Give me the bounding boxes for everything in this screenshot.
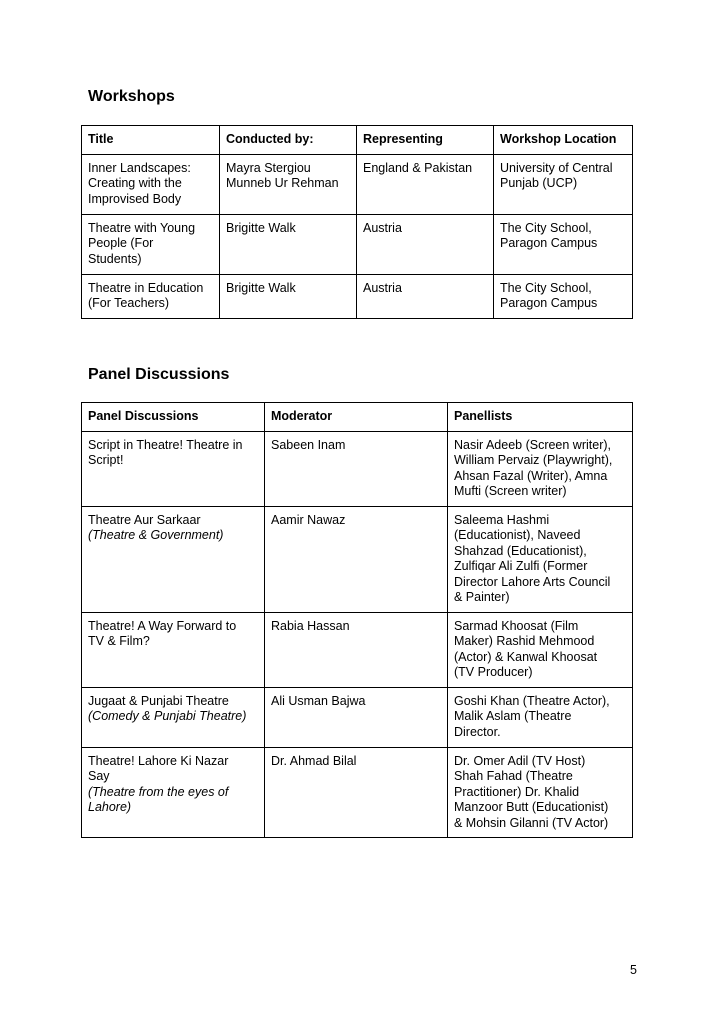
cell-line: Theatre Aur Sarkaar [88,512,201,527]
column-header-location: Workshop Location [494,126,633,155]
cell-line: & Painter) [454,590,510,604]
column-header-panel-discussions: Panel Discussions [82,403,265,432]
cell-line: Munneb Ur Rehman [226,176,339,190]
cell-line: Script! [88,453,124,467]
cell-line: Theatre in Education [88,280,204,295]
cell-subtitle: Lahore) [88,800,132,814]
representing-cell: Austria [357,274,494,318]
panel-discussions-heading: Panel Discussions [88,366,230,383]
cell-line: Improvised Body [88,191,182,206]
workshops-table [81,125,633,319]
cell-line: (Educationist), Naveed [454,528,581,542]
column-header-title: Title [82,126,220,155]
cell-line: Paragon Campus [500,236,598,250]
panellists-cell [448,431,633,506]
table-row [82,506,633,612]
moderator-cell: Aamir Nawaz [265,506,448,612]
panel-discussions-table [81,402,633,838]
representing-cell: Austria [357,214,494,274]
panel-title-cell [82,612,265,687]
cell-line: Inner Landscapes: [88,160,191,175]
moderator-cell: Rabia Hassan [265,612,448,687]
cell-line: Nasir Adeeb (Screen writer), [454,437,612,452]
column-header-moderator: Moderator [265,403,448,432]
cell-line: Theatre with Young [88,220,196,235]
table-row [82,612,633,687]
cell-line: Dr. Omer Adil (TV Host) [454,753,586,768]
panel-title-cell [82,747,265,838]
cell-line: Zulfiqar Ali Zulfi (Former [454,559,588,573]
cell-line: William Pervaiz (Playwright), [454,453,613,467]
cell-line: University of Central [500,160,613,175]
moderator-cell: Sabeen Inam [265,431,448,506]
workshop-title-cell [82,154,220,214]
table-header-row [82,403,633,432]
cell-line: Practitioner) Dr. Khalid [454,784,580,799]
table-row [82,687,633,747]
column-header-panellists: Panellists [448,403,633,432]
cell-line: Malik Aslam (Theatre [454,709,572,723]
cell-line: Mufti (Screen writer) [454,484,567,498]
cell-line: Creating with the [88,176,182,190]
moderator-cell: Dr. Ahmad Bilal [265,747,448,838]
location-cell [494,154,633,214]
cell-line: The City School, [500,280,592,295]
cell-line: (TV Producer) [454,665,533,679]
cell-line: People (For [88,236,154,250]
table-header-row [82,126,633,155]
table-row [82,747,633,838]
cell-subtitle: (Theatre from the eyes of [88,784,229,799]
cell-line: Shahzad (Educationist), [454,543,587,558]
panel-title-cell [82,431,265,506]
workshop-title-cell [82,214,220,274]
cell-line: Maker) Rashid Mehmood [454,634,595,648]
cell-line: Ahsan Fazal (Writer), Amna [454,468,608,483]
cell-line: The City School, [500,220,592,235]
representing-cell: England & Pakistan [357,154,494,214]
cell-line: Director Lahore Arts Council [454,574,611,589]
panel-title-cell [82,506,265,612]
cell-line: Say [88,769,110,783]
cell-subtitle: (Theatre & Government) [88,528,224,542]
cell-line: Punjab (UCP) [500,176,578,190]
location-cell [494,214,633,274]
cell-line: Script in Theatre! Theatre in [88,437,243,452]
cell-line: Paragon Campus [500,296,598,310]
cell-line: Theatre! Lahore Ki Nazar [88,753,229,768]
panel-title-cell [82,687,265,747]
cell-line: Goshi Khan (Theatre Actor), [454,693,610,708]
table-row [82,274,633,318]
panellists-cell [448,506,633,612]
conducted-by-cell: Brigitte Walk [220,214,357,274]
cell-line: Saleema Hashmi [454,512,550,527]
moderator-cell: Ali Usman Bajwa [265,687,448,747]
column-header-conducted-by: Conducted by: [220,126,357,155]
table-row [82,431,633,506]
workshops-heading: Workshops [88,88,175,105]
page-number: 5 [630,963,637,977]
cell-line: (Actor) & Kanwal Khoosat [454,649,598,664]
cell-line: Mayra Stergiou [226,160,311,175]
cell-line: Director. [454,724,501,739]
panellists-cell [448,612,633,687]
conducted-by-cell [220,154,357,214]
cell-line: & Mohsin Gilanni (TV Actor) [454,815,609,830]
cell-line: Manzoor Butt (Educationist) [454,800,609,814]
cell-line: Shah Fahad (Theatre [454,769,573,783]
cell-line: Jugaat & Punjabi Theatre [88,693,229,708]
conducted-by-cell: Brigitte Walk [220,274,357,318]
cell-line: Students) [88,251,142,266]
location-cell [494,274,633,318]
column-header-representing: Representing [357,126,494,155]
table-row [82,154,633,214]
cell-line: Sarmad Khoosat (Film [454,618,579,633]
workshop-title-cell [82,274,220,318]
cell-line: Theatre! A Way Forward to [88,618,237,633]
panellists-cell [448,747,633,838]
table-row [82,214,633,274]
cell-subtitle: (Comedy & Punjabi Theatre) [88,709,247,723]
cell-line: TV & Film? [88,634,150,648]
cell-line: (For Teachers) [88,296,170,310]
panellists-cell [448,687,633,747]
